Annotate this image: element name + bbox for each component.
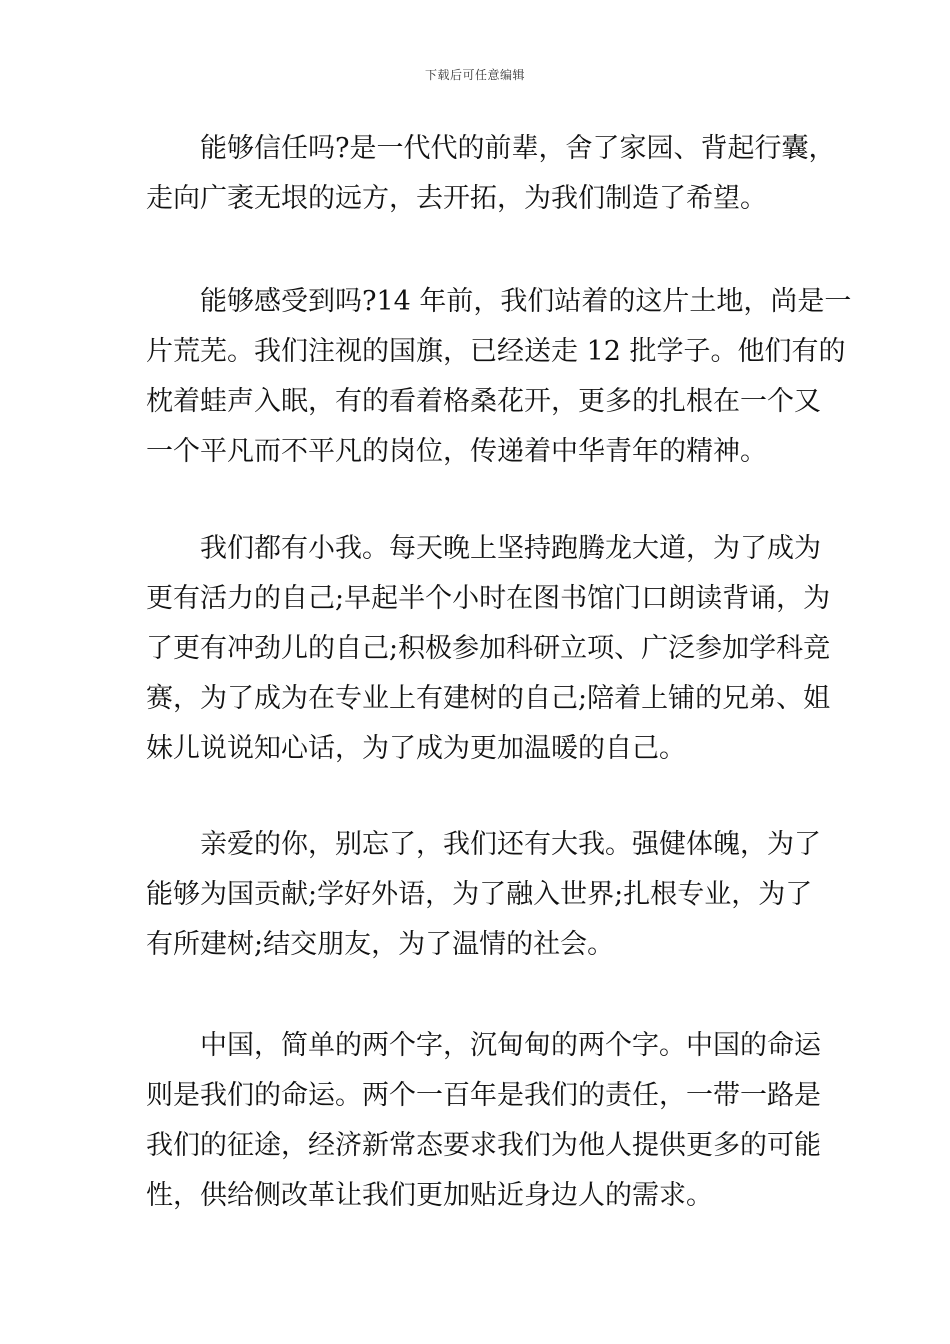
- paragraph-line: 中国，简单的两个字，沉甸甸的两个字。中国的命运: [200, 1030, 821, 1061]
- paragraph-line: 走向广袤无垠的远方，去开拓，为我们制造了希望。: [146, 183, 767, 214]
- paragraph-line: 性，供给侧改革让我们更加贴近身边人的需求。: [146, 1180, 713, 1211]
- paragraph-line: 则是我们的命运。两个一百年是我们的责任，一带一路是: [146, 1080, 821, 1111]
- paragraph-2: [146, 277, 852, 477]
- paragraph-line: 妹儿说说知心话，为了成为更加温暖的自己。: [146, 733, 686, 764]
- paragraph-line: 更有活力的自己;早起半个小时在图书馆门口朗读背诵，为: [146, 583, 831, 614]
- paragraph-1: [146, 124, 836, 224]
- paragraph-line: 一个平凡而不平凡的岗位，传递着中华青年的精神。: [146, 436, 767, 467]
- paragraph-5: [146, 1021, 821, 1221]
- paragraph-line: 了更有冲劲儿的自己;积极参加科研立项、广泛参加学科竞: [146, 633, 831, 664]
- paragraph-line: 有所建树;结交朋友，为了温情的社会。: [146, 929, 615, 960]
- paragraph-line: 亲爱的你，别忘了，我们还有大我。强健体魄，为了: [200, 829, 821, 860]
- paragraph-line: 能够为国贡献;学好外语，为了融入世界;扎根专业，为了: [146, 879, 813, 910]
- page-header: 下载后可任意编辑: [424, 68, 525, 82]
- paragraph-line: 我们都有小我。每天晚上坚持跑腾龙大道，为了成为: [200, 533, 821, 564]
- paragraph-line: 片荒芜。我们注视的国旗，已经送走 12 批学子。他们有的: [146, 336, 846, 367]
- paragraph-line: 我们的征途，经济新常态要求我们为他人提供更多的可能: [146, 1130, 821, 1161]
- paragraph-line: 赛，为了成为在专业上有建树的自己;陪着上铺的兄弟、姐: [146, 683, 831, 714]
- paragraph-line: 能够感受到吗?14 年前，我们站着的这片土地，尚是一: [200, 286, 852, 317]
- paragraph-line: 能够信任吗?是一代代的前辈，舍了家园、背起行囊，: [200, 133, 836, 164]
- paragraph-line: 枕着蛙声入眠，有的看着格桑花开，更多的扎根在一个又: [146, 386, 821, 417]
- paragraph-4: [146, 820, 821, 970]
- paragraph-3: [146, 524, 831, 774]
